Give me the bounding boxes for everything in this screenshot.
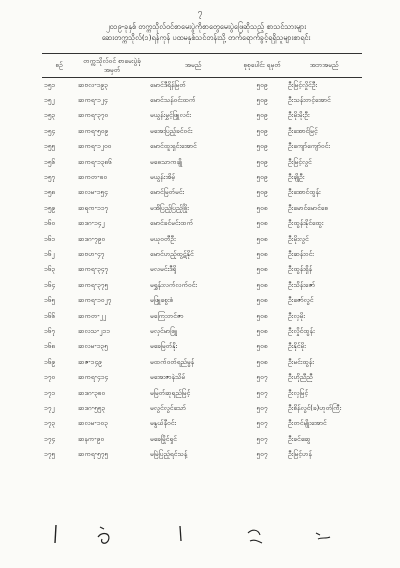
cell-father-name: ဦးထွန်းရှိန်	[288, 265, 312, 274]
cell-name: မောင်ဒီရိန်မြတ်	[150, 80, 186, 89]
cell-name: မလမင်းဒီရို	[150, 265, 177, 274]
cell-total-marks: ၅၀၈	[256, 234, 268, 243]
cell-father-name: ဦးမိုးလွင်	[288, 234, 309, 243]
cell-serial: ၁၆၉	[44, 357, 56, 366]
cell-total-marks: ၅၀၇	[256, 388, 268, 397]
signature-row	[42, 523, 362, 555]
cell-total-marks: ၅၀၉	[256, 80, 268, 89]
cell-father-name: ဦးဇော်လွင်	[288, 296, 314, 305]
heading-line-2: ဆေးတက္ကသိုလ်(၁)ရန်ကုန် ပထမနှစ်သင်တန်းသို့ တက်ရောက်ခွင့်ရရှိသူများစာရင်း	[101, 33, 311, 42]
table-row	[42, 309, 362, 324]
cell-name: မလွင်လွင်သော်	[150, 403, 186, 412]
cell-serial: ၁၅၈	[44, 188, 56, 197]
cell-total-marks: ၅၀၉	[256, 157, 268, 166]
cell-roll-number: ဆကရ-၅၀၉	[78, 126, 109, 135]
cell-father-name: ဦးကျော်ကျော်ဝင်း	[288, 142, 330, 151]
cell-father-name: ဦးအောင်မြင့်	[288, 126, 318, 135]
cell-father-name: ဦးလှမိုး	[288, 311, 305, 320]
signature-mark-3	[170, 523, 190, 551]
cell-total-marks: ၅၀၈	[256, 280, 268, 289]
cell-name: မဖြူစွေးစံ	[150, 296, 174, 305]
table-row	[42, 324, 362, 339]
cell-roll-number: ဆကရ-၁၂၀၀	[78, 142, 112, 151]
cell-total-marks: ၅၀၉	[256, 111, 268, 120]
cell-father-name: ဦးမြင့်လွင်	[288, 157, 312, 166]
signature-mark-1	[46, 523, 66, 551]
cell-roll-number: ဆဒဂ-၁၄၂	[78, 219, 105, 228]
cell-father-name: ဦးလှိုင်ထွန်း	[288, 326, 315, 335]
cell-serial: ၁၅၆	[44, 157, 56, 166]
cell-father-name: ဦးတင်မျိုးအောင်	[288, 419, 327, 428]
cell-serial: ၁၆၆	[44, 311, 56, 320]
signature-mark-5	[310, 523, 340, 551]
heading-line-1: ၂၀၁၉-ခုနှစ် တက္ကသိုလ်ဝင်စာမေးပွဲကိုစာတွေမေးပွဲဖြေဆိုသည့် စာသင်သားများ	[105, 22, 307, 31]
col-header-total-marks: စုစုပေါင်း ရမှတ်	[238, 54, 286, 78]
cell-name: မယုဝတီဦး	[150, 234, 176, 243]
cell-father-name: ဦးသန်းတင့်အောင်	[288, 96, 331, 105]
table-row	[42, 386, 362, 401]
cell-father-name: ဦးနိုင်မိုး	[288, 342, 306, 351]
cell-serial: ၁၅၃	[44, 111, 56, 120]
cell-father-name: ဦးစိန်လွင်(ခ)ဟုတ်ကြီး	[288, 403, 342, 412]
cell-serial: ၁၆၁	[44, 234, 56, 243]
table-row	[42, 417, 362, 432]
table-row	[42, 355, 362, 370]
cell-total-marks: ၅၀၇	[256, 450, 268, 459]
results-table	[42, 53, 362, 463]
cell-serial: ၁၇၀	[44, 373, 56, 382]
col-header-serial: စဉ်	[42, 54, 76, 78]
table-row	[42, 401, 362, 416]
cell-name: မအေးပြည့်ခင်ဝင်း	[150, 126, 193, 135]
cell-roll-number: ဆကရ-၁၀၂၇	[78, 296, 112, 305]
cell-father-name: ဦးအောင်ထွန်း	[288, 188, 321, 197]
cell-name: မယွန်းအိမ့်	[150, 173, 176, 182]
cell-father-name: ဦးထွန်းနိုင်ထွေး	[288, 219, 324, 228]
cell-roll-number: ဆလမ-၁၀၃	[78, 419, 108, 428]
cell-name: မောင်သန်ဝင်းထက်	[150, 96, 196, 105]
cell-name: မကြေးတင်ဇာ	[150, 311, 184, 320]
cell-roll-number: ဆကရ-၁၃၈၆	[78, 157, 112, 166]
header-row	[42, 54, 362, 78]
cell-total-marks: ၅၀၈	[256, 296, 268, 305]
cell-father-name: ဦးလှမြင့်	[288, 388, 309, 397]
cell-total-marks: ၅၀၉	[256, 126, 268, 135]
cell-serial: ၁၆၇	[44, 326, 56, 335]
cell-total-marks: ၅၀၉	[256, 173, 268, 182]
table-row	[42, 447, 362, 462]
cell-serial: ၁၆၈	[44, 342, 56, 351]
cell-total-marks: ၅၀၇	[256, 434, 268, 443]
cell-roll-number: ဆလသ-၂၁၁	[78, 326, 110, 335]
cell-total-marks: ၅၀၈	[256, 311, 268, 320]
table-header	[42, 54, 362, 78]
cell-total-marks: ၅၀၈	[256, 219, 268, 228]
cell-name: မမြတ်ဆုရည်မြင့်	[150, 388, 191, 397]
cell-total-marks: ၅၀၉	[256, 142, 268, 151]
table-row	[42, 109, 362, 124]
cell-name: မောင်ခင်မင်းထက်	[150, 219, 194, 228]
table-row	[42, 293, 362, 308]
cell-serial: ၁၅၂	[44, 96, 55, 105]
cell-father-name: ဦးမြင့်ဟန်	[288, 450, 312, 459]
cell-father-name: ဦးသိန်းဇော်	[288, 280, 316, 289]
cell-roll-number: ဆကရ-၃၄၇	[78, 265, 109, 274]
cell-total-marks: ၅၀၈	[256, 357, 268, 366]
cell-roll-number: ဆကရ-၃၇၀	[78, 111, 109, 120]
cell-roll-number: ဆလမ-၁၃၅	[78, 342, 108, 351]
cell-roll-number: ဆကတ-၈၀	[78, 173, 108, 182]
table-row	[42, 124, 362, 139]
cell-roll-number: ဆဗလ-၁၉၃	[78, 80, 108, 89]
page-number: ၇	[197, 8, 203, 18]
table-row	[42, 217, 362, 232]
cell-name: မအိပြည့်ပြည့်ဖြိုး	[150, 203, 189, 212]
cell-father-name: ဦးချိုဦး	[288, 173, 305, 182]
cell-name: မရွှန်းလက်လက်ဝင်း	[150, 280, 197, 289]
cell-roll-number: ဆဒဂ-၇၉၀	[78, 234, 106, 243]
table-row	[42, 340, 362, 355]
cell-father-name: ဦးဆန်းဝင်း	[288, 249, 314, 258]
cell-name: မနွယ်နီဝင်း	[150, 419, 177, 428]
cell-roll-number: ဆဗဟ-၄၇	[78, 249, 105, 258]
table-row	[42, 78, 362, 94]
col-header-roll-number: တက္ကသိုလ်ဝင် စာမေးပွဲခုံအမှတ်	[76, 54, 148, 78]
table-row	[42, 186, 362, 201]
col-header-name: အမည်	[148, 54, 238, 78]
table-row	[42, 232, 362, 247]
table-row	[42, 278, 362, 293]
cell-name: မထက်ဝတ်ရည်မွန်	[150, 357, 195, 366]
col-header-father-name: အဘအမည်	[286, 54, 362, 78]
cell-name: မလှင်မာဖြူ	[150, 326, 177, 335]
cell-total-marks: ၅၀၉	[256, 96, 268, 105]
cell-serial: ၁၆၅	[44, 296, 56, 305]
table-row	[42, 201, 362, 216]
cell-roll-number: ဆဒဂ-၅၅၃	[78, 403, 106, 412]
cell-name: မအေးဇာနဲသိမ်	[150, 373, 186, 382]
table-row	[42, 370, 362, 385]
cell-serial: ၁၇၂	[44, 403, 55, 412]
cell-serial: ၁၅၄	[44, 126, 56, 135]
cell-serial: ၁၇၁	[44, 388, 56, 397]
table-row	[42, 170, 362, 185]
table-body	[42, 78, 362, 463]
cell-father-name: ဦးခင်ဆွေ	[288, 434, 311, 443]
cell-serial: ၁၆၄	[44, 280, 56, 289]
cell-name: မယွန်းမွှင့်ဖြူလင်း	[150, 111, 191, 120]
table-row	[42, 247, 362, 262]
cell-total-marks: ၅၀၉	[256, 188, 268, 197]
cell-total-marks: ၅၀၈	[256, 342, 268, 351]
cell-name: မောင်ထူးရှင်းအောင်	[150, 142, 197, 151]
cell-name: မခေမြတ်နိုး	[150, 342, 178, 351]
cell-name: မောင်မြတ်မင်း	[150, 188, 185, 197]
signature-mark-4	[240, 523, 270, 551]
cell-father-name: ဦးမောင်မောင်စေ	[288, 203, 329, 212]
cell-serial: ၁၇၃	[44, 419, 56, 428]
cell-total-marks: ၅၀၈	[256, 326, 268, 335]
cell-total-marks: ၅၀၈	[256, 249, 268, 258]
signature-mark-2	[92, 523, 122, 551]
cell-roll-number: ဆကရ-၅၇၅	[78, 450, 109, 459]
cell-roll-number: ဆဒဂ-၃၈၀	[78, 388, 106, 397]
document-heading	[36, 21, 376, 43]
cell-roll-number: ဆကရ-၄၁၄	[78, 373, 109, 382]
cell-total-marks: ၅၀၇	[256, 373, 268, 382]
cell-total-marks: ၅၀၇	[256, 419, 268, 428]
cell-serial: ၁၅၉	[44, 203, 56, 212]
cell-father-name: ဦးဟိုညီညီ	[288, 373, 313, 382]
table-row	[42, 140, 362, 155]
table-row	[42, 432, 362, 447]
cell-name: မခေမြိုင်ရှင်	[150, 434, 177, 443]
cell-roll-number: ဆရက-၁၁၇	[78, 203, 109, 212]
cell-total-marks: ၅၀၈	[256, 265, 268, 274]
table-row	[42, 93, 362, 108]
cell-roll-number: ဆကရ-၃၇၅	[78, 280, 109, 289]
cell-roll-number: ဆကတ-၂၂	[78, 311, 107, 320]
table-row	[42, 263, 362, 278]
table-row	[42, 155, 362, 170]
cell-name: မမြဲပြည့်ရင်သန့်	[150, 450, 188, 459]
cell-name: မဓေသာကချို	[150, 157, 183, 166]
cell-serial: ၁၆၃	[44, 265, 56, 274]
cell-father-name: ဦးမိုးမိုးဦး	[288, 111, 310, 120]
cell-serial: ၁၅၁	[44, 80, 56, 89]
cell-serial: ၁၇၄	[44, 434, 56, 443]
cell-roll-number: ဆကရ-၁၂၄	[78, 96, 108, 105]
cell-serial: ၁၅၅	[44, 142, 56, 151]
cell-name: မောင်ဟည့်ထွဋ်နိုင်	[150, 249, 194, 258]
cell-total-marks: ၅၀၈	[256, 203, 268, 212]
cell-serial: ၁၇၅	[44, 450, 56, 459]
cell-serial: ၁၆၂	[44, 249, 55, 258]
cell-serial: ၁၆၀	[44, 219, 56, 228]
cell-father-name: ဦးမြင့်လှိုင်ဦး	[288, 80, 318, 89]
cell-roll-number: ဆဇ-၁၄၉	[78, 357, 102, 366]
cell-total-marks: ၅၀၇	[256, 403, 268, 412]
cell-father-name: ဦးမင်းထွန်း	[288, 357, 314, 366]
cell-roll-number: ဆလမ-၁၅၄	[78, 188, 108, 197]
cell-roll-number: ဆနက-၉၀	[78, 434, 105, 443]
cell-serial: ၁၅၇	[44, 173, 56, 182]
